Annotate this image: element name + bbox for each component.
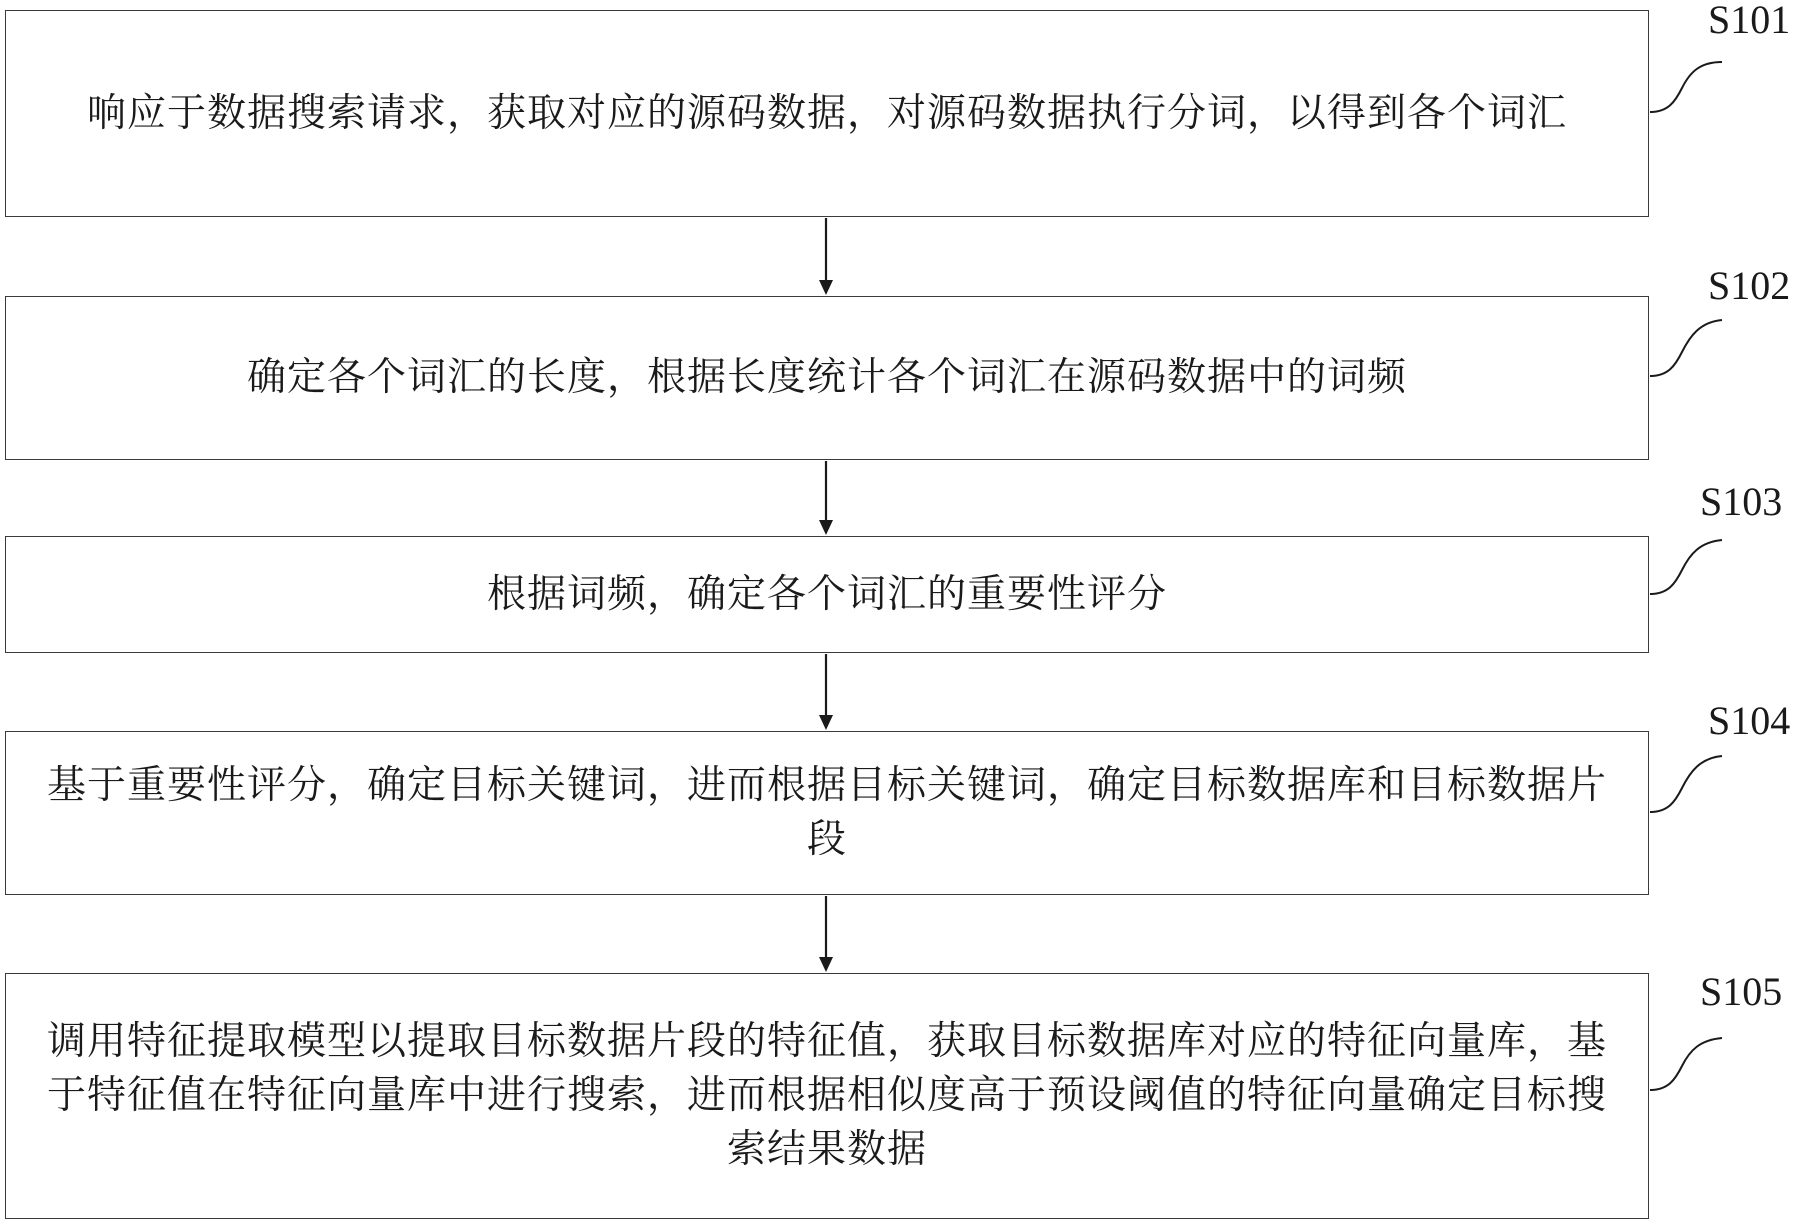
step-label-s102: S102 — [1708, 263, 1791, 308]
step-label-s104: S104 — [1708, 698, 1791, 743]
step-text-s103: 根据词频，确定各个词汇的重要性评分 — [486, 571, 1167, 617]
flow-arrows — [819, 218, 833, 972]
step-label-s105: S105 — [1700, 969, 1783, 1014]
leader-s102 — [1650, 320, 1722, 376]
step-label-s103: S103 — [1700, 479, 1783, 524]
step-text-s105: 调用特征提取模型以提取目标数据片段的特征值，获取目标数据库对应的特征向量库，基于特征值在特征向量库中进行搜索，进而根据相似度高于预设阈值的特征向量确定目标搜索结果数据 — [46, 1019, 1607, 1172]
label-leaders — [1650, 62, 1722, 1090]
arrow-head-s103-s104 — [819, 715, 833, 730]
step-text-s104: 基于重要性评分，确定目标关键词，进而根据目标关键词，确定目标数据库和目标数据片段 — [46, 763, 1607, 862]
leader-s103 — [1650, 540, 1722, 594]
step-label-s101: S101 — [1708, 0, 1791, 42]
leader-s104 — [1650, 756, 1722, 812]
leader-s101 — [1650, 62, 1722, 112]
arrow-head-s102-s103 — [819, 520, 833, 535]
step-text-s102: 确定各个词汇的长度，根据长度统计各个词汇在源码数据中的词频 — [246, 355, 1407, 400]
leader-s105 — [1650, 1038, 1722, 1090]
arrow-head-s101-s102 — [819, 280, 833, 295]
step-text-s101: 响应于数据搜索请求，获取对应的源码数据，对源码数据执行分词，以得到各个词汇 — [86, 90, 1567, 136]
arrow-head-s104-s105 — [819, 957, 833, 972]
